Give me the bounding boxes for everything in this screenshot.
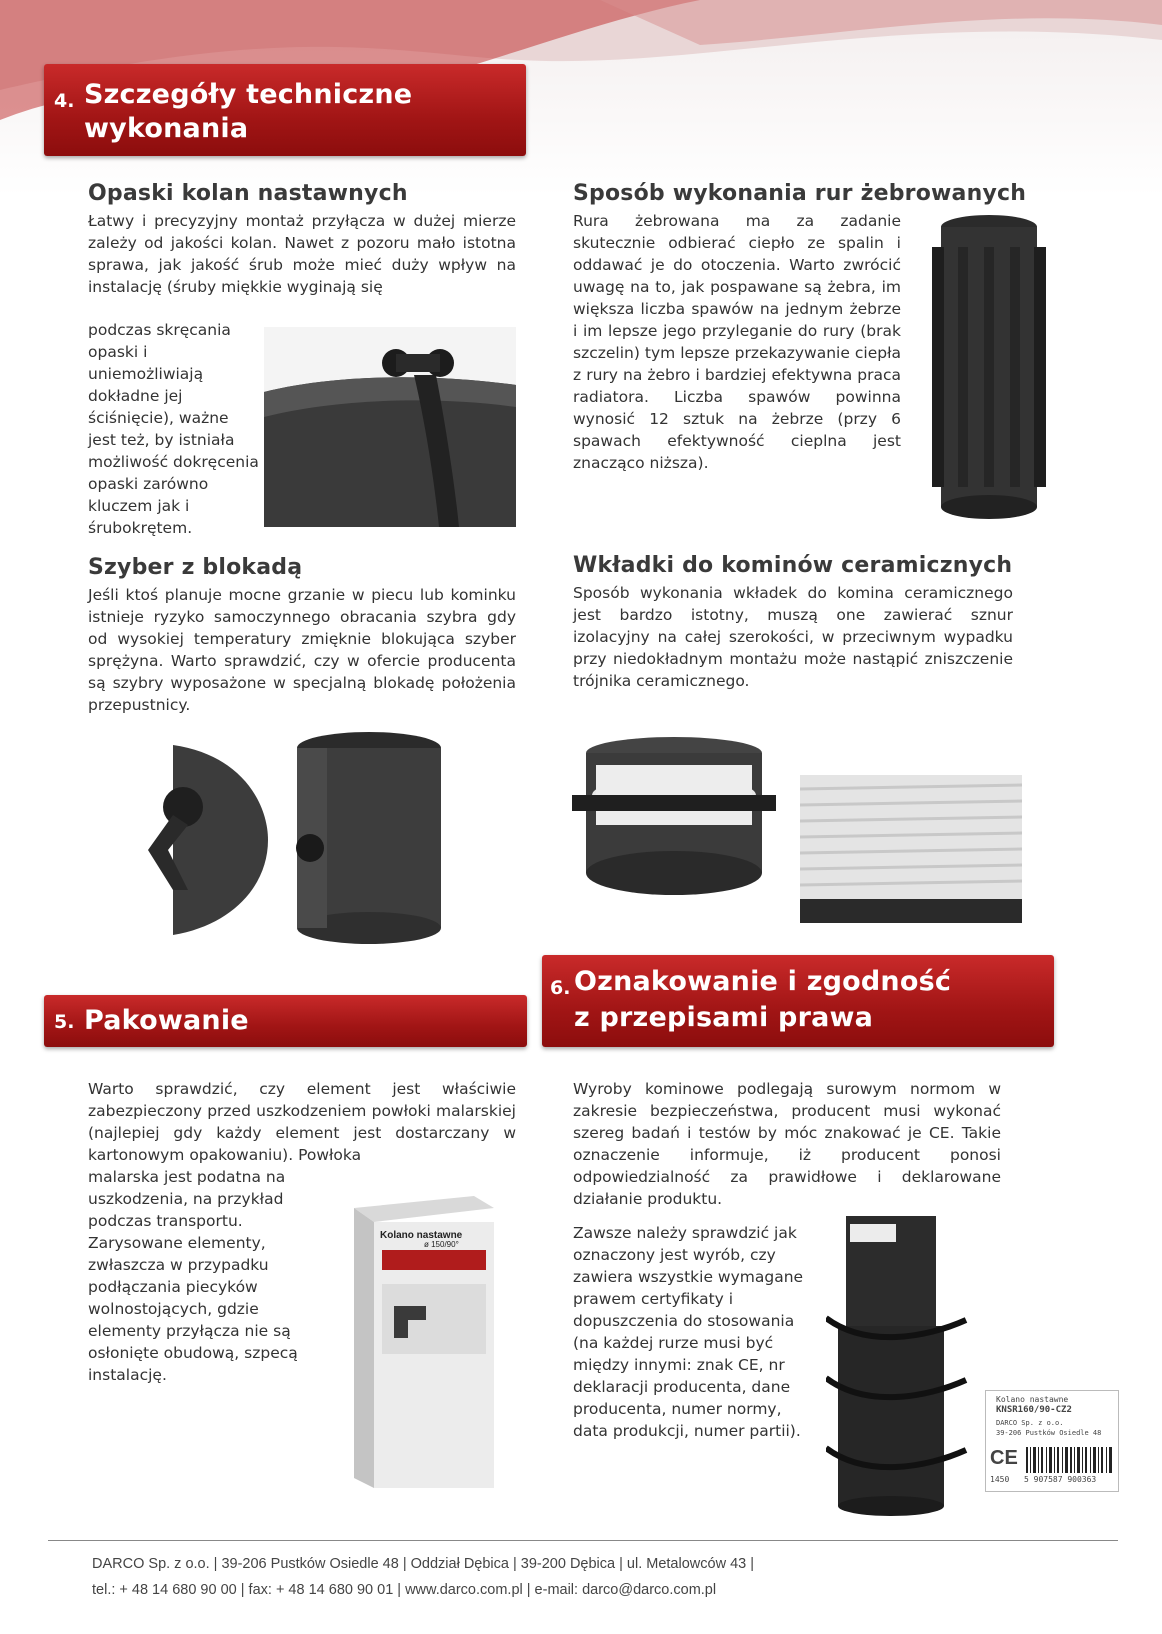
sticker-title: Kolano nastawne	[996, 1395, 1069, 1404]
marked-pipe-photo	[826, 1208, 976, 1518]
ribbed-pipe-photo	[930, 207, 1048, 527]
section-5-banner	[44, 995, 527, 1047]
sticker-address: 39-206 Pustków Osiedle 48	[996, 1429, 1102, 1437]
box-label: Kolano nastawne	[380, 1230, 463, 1241]
rury-heading: Sposób wykonania rur żebrowanych	[573, 181, 1027, 206]
rury-text-side: Rura żebrowana ma za zadanie skutecznie odbierać ciepło ze spalin i oddawać je do otoczenia. Warto zwrócić uwagę na to, jak pospawane są żebra, im większa liczba spawów na jednym żebrze i im lepsze jego przyleganie do rury (brak szczelin) tym lepsze przekazywanie ciepła z rury na żebro i bardziej efektywna praca radiatora. Liczba spawów powinna wynosić 12 sztuk na żebrze (przy 6 spawach efektywność cieplna jest znacząco niższa).	[573, 212, 901, 472]
footer-divider	[48, 1540, 1118, 1541]
section-4-number: 4.	[54, 90, 75, 112]
section-6-title-line2: z przepisami prawa	[574, 1002, 874, 1033]
barcode-icon	[1026, 1447, 1114, 1473]
sticker-company: DARCO Sp. z o.o.	[996, 1419, 1064, 1427]
section-6-banner	[542, 955, 1054, 1047]
section-4-banner	[44, 64, 526, 156]
pipe-with-damper-photo	[292, 728, 447, 946]
sticker-ce-number: 1450	[990, 1475, 1010, 1484]
section-6-number: 6.	[550, 977, 571, 999]
wkladki-text: Sposób wykonania wkładek do komina ceramicznego jest bardzo istotny, muszą one zawierać sznur izolacyjny na całej szerokości, w przeciwnym wypadku przy niedokładnym montażu może nastąpić zniszczenie trójnika ceramicznego.	[573, 584, 1013, 690]
product-label-sticker	[985, 1390, 1119, 1492]
ceramic-insert-photo	[572, 735, 776, 911]
section-5-title: Pakowanie	[84, 1005, 249, 1036]
sticker-code: KNSR160/90-CZ2	[996, 1405, 1072, 1415]
section-4-title-line2: wykonania	[84, 113, 249, 144]
insulation-rope-photo	[800, 775, 1022, 923]
section-5-number: 5.	[54, 1011, 75, 1033]
elbow-clamp-photo	[264, 327, 516, 527]
section-4-title-line1: Szczegóły techniczne	[84, 79, 413, 110]
packaging-box-photo	[334, 1188, 504, 1498]
box-sub-label: ø 150/90°	[424, 1240, 459, 1249]
damper-handle-photo	[133, 745, 268, 935]
ce-mark: CE	[990, 1447, 1018, 1469]
opaski-heading: Opaski kolan nastawnych	[88, 181, 408, 206]
footer-line-1: DARCO Sp. z o.o. | 39-206 Pustków Osiedle 48 | Oddział Dębica | 39-200 Dębica | ul. Metalowców 43 |	[92, 1556, 754, 1572]
section-6-title-line1: Oznakowanie i zgodność	[574, 966, 952, 997]
opaski-text-top: Łatwy i precyzyjny montaż przyłącza w dużej mierze zależy od jakości kolan. Nawet z pozoru mało istotna sprawa, jak jakość śrub może mieć duży wpływ na instalację (śruby miękkie wyginają się	[88, 212, 516, 296]
pakowanie-text-side: malarska jest podatna na uszkodzenia, na przykład podczas transportu. Zarysowane elementy, zwłaszcza w przypadku podłączania piecyków wolnostojących, gdzie elementy przyłącza nie są osłonięte obudową, szpecą instalację.	[88, 1168, 298, 1384]
footer-line-2: tel.: + 48 14 680 90 00 | fax: + 48 14 680 90 01 | www.darco.com.pl | e-mail: darco@darco.com.pl	[92, 1582, 717, 1598]
oznakowanie-text-top: Wyroby kominowe podlegają surowym normom w zakresie bezpieczeństwa, producent musi wykonać szereg badań i testów by móc znakować je CE. Takie oznaczenie informuje, iż producent ponosi odpowiedzialność za prawidłowe i deklarowane działanie produktu.	[573, 1080, 1001, 1208]
szyber-heading: Szyber z blokadą	[88, 555, 303, 580]
opaski-text-side: podczas skręcania opaski i uniemożliwiają dokładne jej ściśnięcie), ważne jest też, by istniała możliwość dokręcenia opaski zarówno kluczem jak i śrubokrętem.	[88, 321, 259, 537]
szyber-text: Jeśli ktoś planuje mocne grzanie w piecu lub kominku istnieje ryzyko samoczynnego obracania szybra gdy od wysokiej temperatury zmięknie blokująca szyber sprężyna. Warto sprawdzić, czy w ofercie producenta są szybry wyposażone w specjalną blokadę położenia przepustnicy.	[88, 586, 516, 714]
pakowanie-text-top: Warto sprawdzić, czy element jest właściwie zabezpieczony przed uszkodzeniem powłoki malarskiej (najlepiej gdy każdy element jest dostarczany w kartonowym opakowaniu). Powłoka	[88, 1080, 516, 1164]
barcode-number: 5 907587 900363	[1024, 1475, 1097, 1484]
oznakowanie-text-side: Zawsze należy sprawdzić jak oznaczony jest wyrób, czy zawiera wszystkie wymagane prawem certyfikaty i dopuszczenia do stosowania (na każdej rurze musi być między innymi: znak CE, nr deklaracji producenta, dane producenta, numer normy, data produkcji, numer partii).	[573, 1224, 804, 1440]
wkladki-heading: Wkładki do kominów ceramicznych	[573, 553, 1013, 578]
